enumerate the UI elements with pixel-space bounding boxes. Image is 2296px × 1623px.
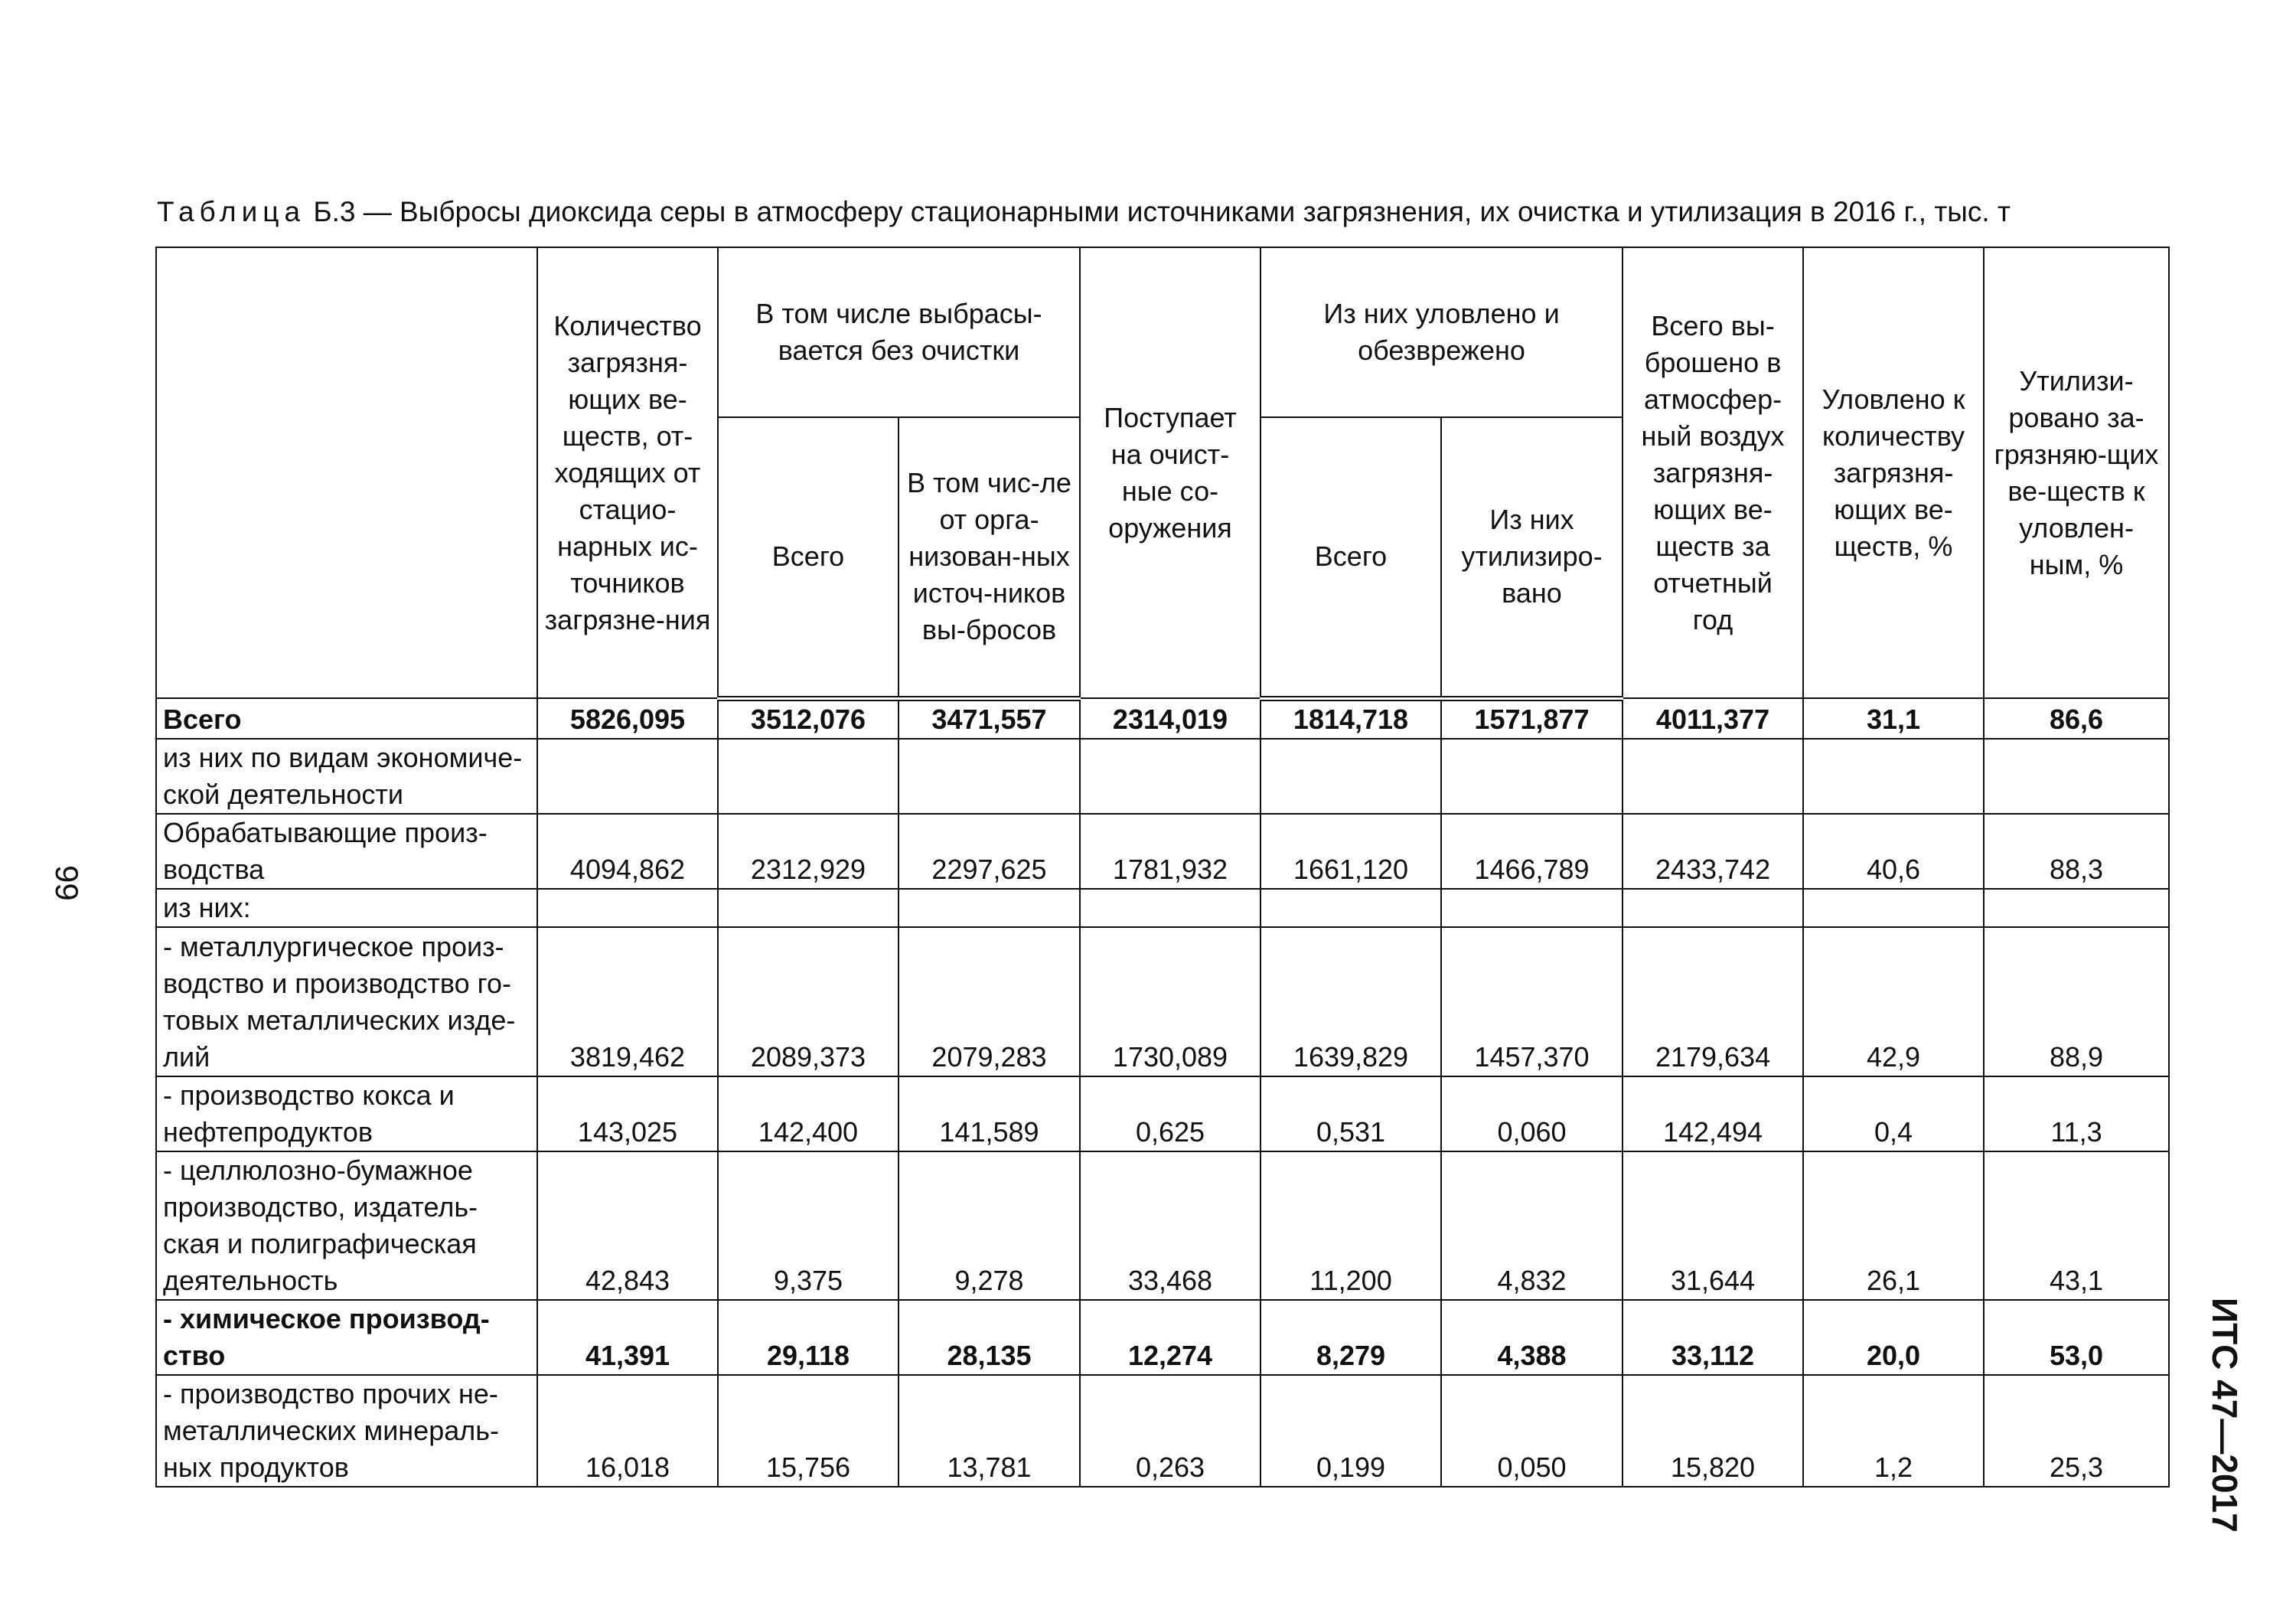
cell-value xyxy=(1984,889,2169,927)
cell-value: 9,375 xyxy=(718,1151,899,1300)
cell-value: 3512,076 xyxy=(718,698,899,739)
caption-text: Б.3 — Выбросы диоксида серы в атмосферу стационарными источниками загрязнения, их очистка и утилизация в 2016 г., тыс. т xyxy=(305,196,2011,227)
table-row xyxy=(156,698,2169,739)
cell-value xyxy=(1623,739,1803,814)
cell-value xyxy=(1623,889,1803,927)
table-row xyxy=(156,739,2169,814)
cell-value: 13,781 xyxy=(899,1375,1080,1487)
cell-value: 29,118 xyxy=(718,1300,899,1375)
cell-value: 2433,742 xyxy=(1623,814,1803,889)
cell-value: 26,1 xyxy=(1803,1151,1984,1300)
cell-value: 4011,377 xyxy=(1623,698,1803,739)
cell-value: 2179,634 xyxy=(1623,927,1803,1076)
cell-value: 1814,718 xyxy=(1261,698,1441,739)
cell-value xyxy=(1261,739,1441,814)
table-row xyxy=(156,889,2169,927)
cell-value: 5826,095 xyxy=(537,698,718,739)
header-row-1 xyxy=(156,247,2169,417)
header-captured-total: Всего xyxy=(1261,417,1441,698)
cell-value: 20,0 xyxy=(1803,1300,1984,1375)
cell-value: 142,494 xyxy=(1623,1076,1803,1151)
cell-value xyxy=(1803,739,1984,814)
cell-value: 0,199 xyxy=(1261,1375,1441,1487)
cell-value: 141,589 xyxy=(899,1076,1080,1151)
table-row xyxy=(156,814,2169,889)
header-col-utilized-pct: Утилизи-ровано за-грязняю-щих ве-ществ к уловлен-ным, % xyxy=(1984,247,2169,698)
cell-value: 1,2 xyxy=(1803,1375,1984,1487)
header-no-treatment-total: Всего xyxy=(718,417,899,698)
row-label: - металлургическое произ-водство и производство го-товых металлических изде-лий xyxy=(156,927,537,1076)
cell-value xyxy=(1803,889,1984,927)
cell-value: 40,6 xyxy=(1803,814,1984,889)
cell-value: 0,060 xyxy=(1441,1076,1623,1151)
cell-value: 3471,557 xyxy=(899,698,1080,739)
table-row xyxy=(156,1300,2169,1375)
cell-value xyxy=(1080,889,1261,927)
row-label: - целлюлозно-бумажное производство, издатель-ская и полиграфическая деятельность xyxy=(156,1151,537,1300)
cell-value: 88,9 xyxy=(1984,927,2169,1076)
header-group-captured: Из них уловлено и обезврежено xyxy=(1261,247,1623,417)
document-code: ИТС 47—2017 xyxy=(2205,1298,2245,1533)
cell-value: 4,388 xyxy=(1441,1300,1623,1375)
cell-value: 1457,370 xyxy=(1441,927,1623,1076)
cell-value: 1781,932 xyxy=(1080,814,1261,889)
cell-value: 0,4 xyxy=(1803,1076,1984,1151)
cell-value: 42,843 xyxy=(537,1151,718,1300)
cell-value xyxy=(899,739,1080,814)
table-row xyxy=(156,1076,2169,1151)
cell-value: 43,1 xyxy=(1984,1151,2169,1300)
cell-value: 11,3 xyxy=(1984,1076,2169,1151)
header-group-no-treatment: В том числе выбрасы-вается без очистки xyxy=(718,247,1080,417)
cell-value xyxy=(718,889,899,927)
cell-value xyxy=(1441,889,1623,927)
cell-value: 86,6 xyxy=(1984,698,2169,739)
table-caption xyxy=(157,193,2147,231)
cell-value: 15,756 xyxy=(718,1375,899,1487)
cell-value: 142,400 xyxy=(718,1076,899,1151)
cell-value xyxy=(1984,739,2169,814)
cell-value: 53,0 xyxy=(1984,1300,2169,1375)
caption-prefix: Таблица xyxy=(157,196,306,227)
cell-value: 143,025 xyxy=(537,1076,718,1151)
cell-value: 2297,625 xyxy=(899,814,1080,889)
header-col-total: Количество загрязня-ющих ве-ществ, от-ходящих от стацио-нарных ис-точников загрязне-ния xyxy=(537,247,718,698)
cell-value: 3819,462 xyxy=(537,927,718,1076)
emissions-table xyxy=(155,247,2170,1487)
cell-value: 2079,283 xyxy=(899,927,1080,1076)
cell-value xyxy=(1080,739,1261,814)
cell-value xyxy=(899,889,1080,927)
table-row xyxy=(156,1375,2169,1487)
cell-value: 12,274 xyxy=(1080,1300,1261,1375)
row-label: из них: xyxy=(156,889,537,927)
cell-value: 1571,877 xyxy=(1441,698,1623,739)
row-label: - производство кокса и нефтепродуктов xyxy=(156,1076,537,1151)
cell-value: 31,1 xyxy=(1803,698,1984,739)
cell-value: 31,644 xyxy=(1623,1151,1803,1300)
cell-value: 15,820 xyxy=(1623,1375,1803,1487)
header-col-emitted: Всего вы-брошено в атмосфер-ный воздух загрязня-ющих ве-ществ за отчетный год xyxy=(1623,247,1803,698)
cell-value: 2312,929 xyxy=(718,814,899,889)
cell-value xyxy=(537,739,718,814)
cell-value: 4094,862 xyxy=(537,814,718,889)
cell-value: 1466,789 xyxy=(1441,814,1623,889)
cell-value: 42,9 xyxy=(1803,927,1984,1076)
table-row xyxy=(156,927,2169,1076)
cell-value: 4,832 xyxy=(1441,1151,1623,1300)
row-label: - производство прочих не-металлических минераль-ных продуктов xyxy=(156,1375,537,1487)
page-number: 99 xyxy=(49,865,85,901)
cell-value: 2089,373 xyxy=(718,927,899,1076)
cell-value: 8,279 xyxy=(1261,1300,1441,1375)
row-label: Обрабатывающие произ-водства xyxy=(156,814,537,889)
cell-value: 0,050 xyxy=(1441,1375,1623,1487)
cell-value: 1730,089 xyxy=(1080,927,1261,1076)
cell-value: 1639,829 xyxy=(1261,927,1441,1076)
cell-value: 16,018 xyxy=(537,1375,718,1487)
header-captured-utilized: Из них утилизиро-вано xyxy=(1441,417,1623,698)
header-col-captured-pct: Уловлено к количеству загрязня-ющих ве-ществ, % xyxy=(1803,247,1984,698)
cell-value: 1661,120 xyxy=(1261,814,1441,889)
cell-value: 0,263 xyxy=(1080,1375,1261,1487)
header-blank xyxy=(156,247,537,698)
cell-value: 28,135 xyxy=(899,1300,1080,1375)
cell-value: 11,200 xyxy=(1261,1151,1441,1300)
cell-value xyxy=(718,739,899,814)
table-row xyxy=(156,1151,2169,1300)
cell-value: 33,468 xyxy=(1080,1151,1261,1300)
header-no-treatment-org: В том чис-ле от орга-низован-ных источ-ников вы-бросов xyxy=(899,417,1080,698)
cell-value xyxy=(1441,739,1623,814)
cell-value: 88,3 xyxy=(1984,814,2169,889)
cell-value xyxy=(1261,889,1441,927)
row-label: - химическое производ-ство xyxy=(156,1300,537,1375)
cell-value: 33,112 xyxy=(1623,1300,1803,1375)
cell-value: 0,625 xyxy=(1080,1076,1261,1151)
cell-value: 25,3 xyxy=(1984,1375,2169,1487)
header-col-to-treatment: Поступает на очист-ные со-оружения xyxy=(1080,247,1261,698)
row-label: из них по видам экономиче-ской деятельности xyxy=(156,739,537,814)
row-label: Всего xyxy=(156,698,537,739)
cell-value xyxy=(537,889,718,927)
cell-value: 2314,019 xyxy=(1080,698,1261,739)
cell-value: 9,278 xyxy=(899,1151,1080,1300)
cell-value: 41,391 xyxy=(537,1300,718,1375)
cell-value: 0,531 xyxy=(1261,1076,1441,1151)
